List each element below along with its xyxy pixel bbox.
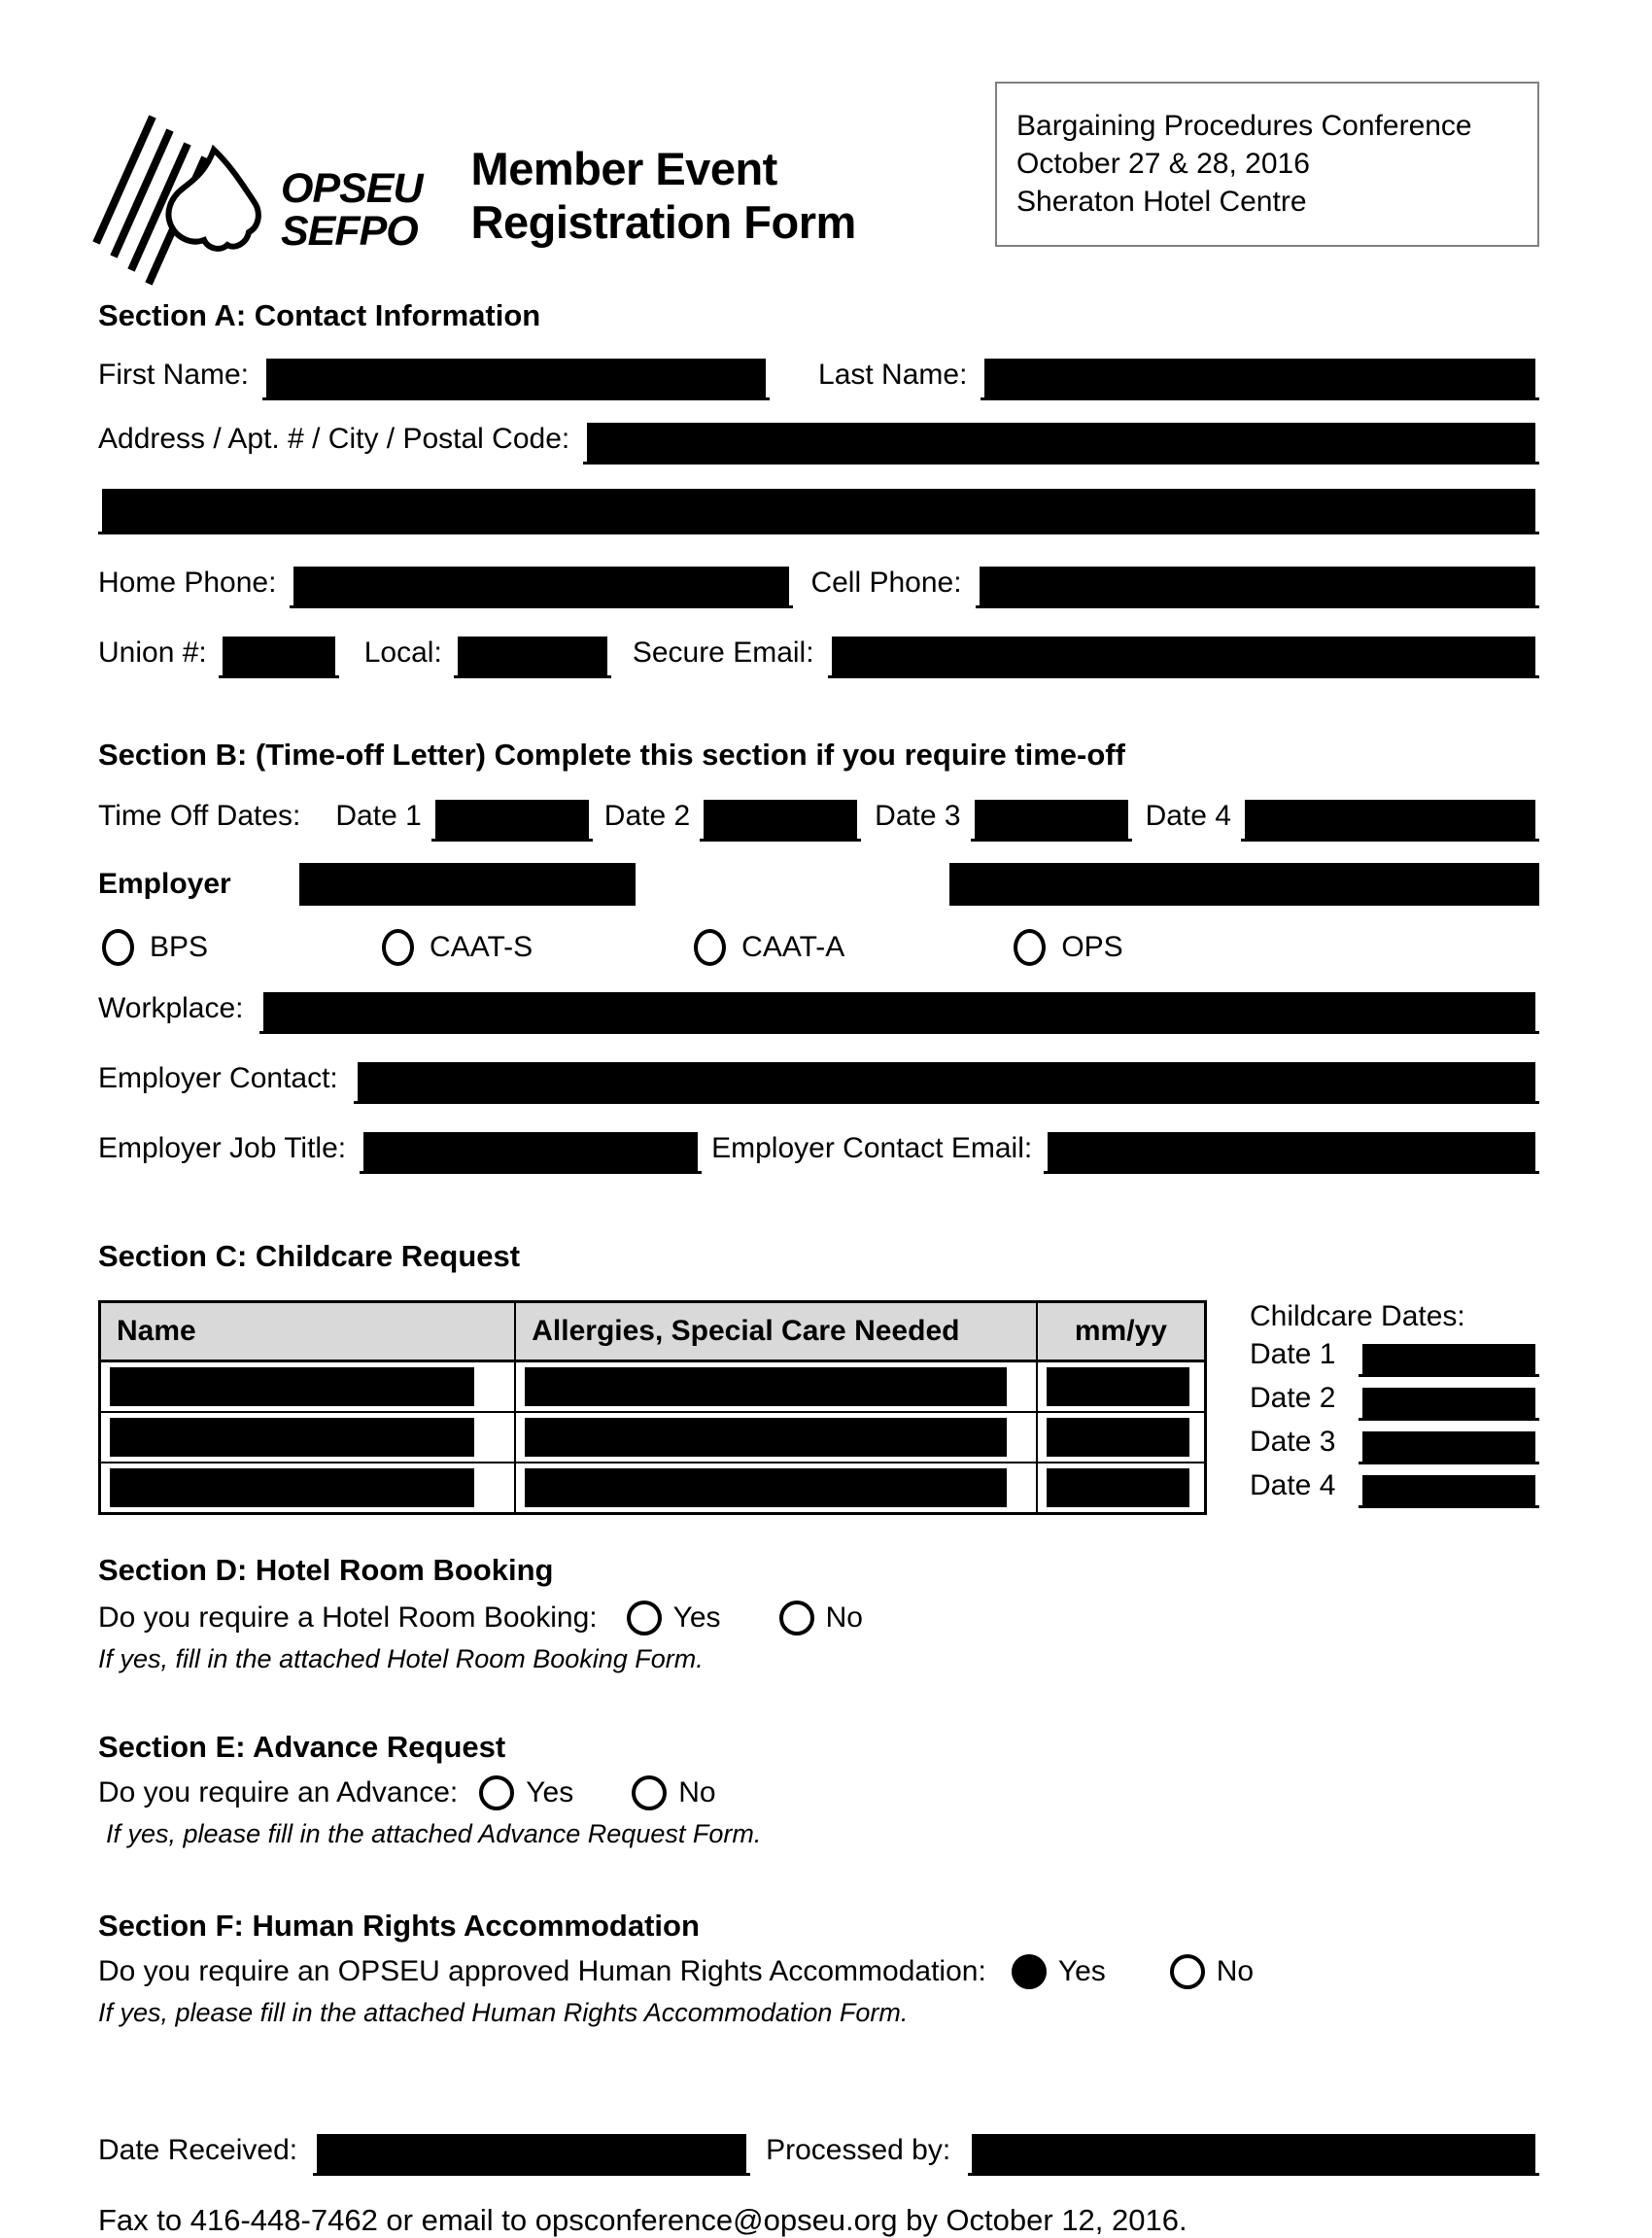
bps-label: BPS (150, 931, 209, 963)
workplace-row (98, 985, 1539, 1034)
employer-contact-row (98, 1055, 1539, 1104)
secure-email-redaction (832, 637, 1535, 675)
childcare-dates-label: Childcare Dates: (1250, 1300, 1465, 1332)
childcare-allergies-redaction (525, 1468, 1007, 1507)
hotel-booking-note: If yes, fill in the attached Hotel Room Booking Form. (98, 1644, 704, 1673)
childcare-allergies-redaction (525, 1367, 1007, 1406)
event-dates: October 27 & 28, 2016 (1016, 148, 1310, 180)
employer-contact-email-field[interactable] (1044, 1125, 1539, 1174)
first-name-field[interactable] (262, 352, 770, 400)
childcare-mmyy-cell[interactable] (1037, 1412, 1206, 1463)
advance-question-row (98, 1775, 1539, 1810)
childcare-date3-label: Date 3 (1250, 1426, 1336, 1458)
home-phone-redaction (293, 567, 789, 605)
hotel-booking-question-row (98, 1601, 1539, 1635)
childcare-table (98, 1300, 1207, 1515)
childcare-date4-field[interactable] (1359, 1469, 1539, 1508)
childcare-date2-field[interactable] (1359, 1382, 1539, 1421)
logo-line-sefpo: SEFPO (281, 208, 418, 255)
employer-type-ops[interactable] (1014, 929, 1122, 966)
childcare-date2-redaction (1362, 1388, 1535, 1418)
childcare-date1-redaction (1362, 1344, 1535, 1374)
childcare-allergies-cell[interactable] (515, 1412, 1037, 1463)
time-off-dates-label: Time Off Dates: (98, 800, 301, 832)
first-name-redaction (266, 359, 766, 397)
childcare-date1-label: Date 1 (1250, 1338, 1336, 1370)
date-received-redaction (317, 2134, 746, 2173)
childcare-mmyy-cell[interactable] (1037, 1463, 1206, 1514)
childcare-col-mmyy: mm/yy (1037, 1302, 1206, 1361)
phone-row (98, 560, 1539, 608)
caat-a-label: CAAT-A (741, 931, 845, 963)
hra-no-radio-icon[interactable] (1170, 1954, 1205, 1989)
hra-yes-radio-icon-selected[interactable] (1012, 1954, 1047, 1989)
page-title (471, 142, 856, 249)
employer-type-row (98, 929, 1539, 966)
advance-note: If yes, please fill in the attached Advance Request Form. (106, 1819, 762, 1848)
childcare-mmyy-cell[interactable] (1037, 1361, 1206, 1413)
employer-job-title-row (98, 1125, 1539, 1174)
hra-question: Do you require an OPSEU approved Human Rights Accommodation: (98, 1955, 986, 1987)
address-redaction-2 (102, 489, 1535, 532)
advance-question: Do you require an Advance: (98, 1776, 459, 1808)
employer-job-title-field[interactable] (360, 1125, 702, 1174)
childcare-row-1 (100, 1361, 1206, 1413)
employer-contact-email-label: Employer Contact Email: (711, 1132, 1033, 1164)
childcare-name-cell[interactable] (100, 1361, 516, 1413)
hra-question-row (98, 1954, 1539, 1989)
timeoff-date3-field[interactable] (971, 793, 1132, 842)
advance-yes-label: Yes (526, 1776, 574, 1808)
caat-s-label: CAAT-S (430, 931, 533, 963)
logo-line-opseu: OPSEU (281, 165, 423, 212)
employer-contact-field[interactable] (354, 1055, 1539, 1104)
union-row (98, 630, 1539, 678)
timeoff-date1-redaction (435, 800, 589, 839)
hotel-no-label: No (825, 1601, 863, 1634)
ops-label: OPS (1061, 931, 1123, 963)
cell-phone-redaction (980, 567, 1535, 605)
cell-phone-label: Cell Phone: (810, 567, 962, 599)
page-title-line1: Member Event (470, 143, 777, 194)
address-label: Address / Apt. # / City / Postal Code: (98, 423, 570, 455)
childcare-mmyy-redaction (1047, 1418, 1189, 1457)
hotel-yes-radio-icon[interactable] (627, 1601, 662, 1635)
timeoff-date2-label: Date 2 (603, 800, 691, 832)
employer-job-title-label: Employer Job Title: (98, 1132, 347, 1164)
hotel-yes-label: Yes (672, 1601, 721, 1634)
address-field[interactable] (583, 416, 1539, 465)
childcare-row-2 (100, 1412, 1206, 1463)
section-a-heading: Section A: Contact Information (98, 298, 541, 332)
timeoff-date3-label: Date 3 (875, 800, 961, 832)
home-phone-field[interactable] (290, 560, 793, 608)
bps-radio-icon[interactable] (102, 929, 134, 966)
address-row (98, 416, 1539, 465)
page-title-line2: Registration Form (470, 196, 856, 248)
form-header (98, 0, 1539, 253)
union-number-redaction (223, 637, 335, 675)
employer-type-caat-a[interactable] (694, 929, 844, 966)
timeoff-date4-redaction (1245, 800, 1535, 839)
last-name-redaction (984, 359, 1535, 397)
childcare-date2-row (1250, 1382, 1539, 1421)
childcare-name-redaction (110, 1418, 474, 1457)
timeoff-date2-field[interactable] (700, 793, 861, 842)
employer-label: Employer (98, 868, 231, 900)
section-e-heading: Section E: Advance Request (98, 1730, 506, 1764)
employer-redaction-2[interactable] (949, 863, 1539, 906)
hotel-no-radio-icon[interactable] (779, 1601, 814, 1635)
local-label: Local: (363, 637, 442, 669)
union-number-field[interactable] (219, 630, 339, 678)
processing-row (98, 2127, 1539, 2176)
childcare-date3-redaction (1362, 1431, 1535, 1462)
hra-no-label: No (1216, 1955, 1255, 1987)
name-row (98, 352, 1539, 400)
childcare-date4-row (1250, 1469, 1539, 1508)
cell-phone-field[interactable] (976, 560, 1539, 608)
employer-type-bps[interactable] (102, 929, 208, 966)
childcare-name-cell[interactable] (100, 1463, 516, 1514)
advance-no-label: No (678, 1776, 716, 1808)
childcare-col-name: Name (100, 1302, 516, 1361)
childcare-col-allergies: Allergies, Special Care Needed (515, 1302, 1037, 1361)
workplace-redaction (263, 992, 1535, 1031)
employer-contact-label: Employer Contact: (98, 1062, 338, 1094)
caat-s-radio-icon[interactable] (382, 929, 414, 966)
childcare-allergies-redaction (525, 1418, 1007, 1457)
event-info-box (995, 82, 1539, 247)
event-venue: Sheraton Hotel Centre (1016, 186, 1307, 218)
childcare-date3-field[interactable] (1359, 1426, 1539, 1464)
childcare-date1-field[interactable] (1359, 1338, 1539, 1377)
section-f-heading: Section F: Human Rights Accommodation (98, 1909, 700, 1943)
secure-email-label: Secure Email: (632, 637, 814, 669)
ops-radio-icon[interactable] (1014, 929, 1046, 966)
home-phone-label: Home Phone: (98, 567, 277, 599)
local-redaction (458, 637, 607, 675)
timeoff-date4-field[interactable] (1241, 793, 1539, 842)
fax-instruction: Fax to 416-448-7462 or email to opsconference@opseu.org by October 12, 2016. (98, 2203, 1187, 2237)
childcare-dates-block (1250, 1300, 1539, 1508)
processed-by-label: Processed by: (766, 2134, 951, 2166)
caat-a-radio-icon[interactable] (694, 929, 726, 966)
address-field-2[interactable] (98, 482, 1539, 534)
childcare-name-redaction (110, 1367, 474, 1406)
childcare-mmyy-redaction (1047, 1468, 1189, 1507)
address-redaction (587, 423, 1535, 462)
timeoff-date2-redaction (704, 800, 857, 839)
hotel-booking-question: Do you require a Hotel Room Booking: (98, 1601, 598, 1634)
first-name-label: First Name: (98, 359, 250, 391)
timeoff-date1-field[interactable] (431, 793, 593, 842)
time-off-dates-row (98, 793, 1539, 842)
childcare-row-3 (100, 1463, 1206, 1514)
employer-redaction-1[interactable] (299, 863, 636, 906)
childcare-allergies-cell[interactable] (515, 1463, 1037, 1514)
processed-by-redaction (972, 2134, 1535, 2173)
secure-email-field[interactable] (828, 630, 1539, 678)
section-c-heading: Section C: Childcare Request (98, 1239, 521, 1273)
date-received-label: Date Received: (98, 2134, 298, 2166)
opseu-trillium-icon (98, 113, 279, 253)
employer-job-title-redaction (363, 1132, 698, 1171)
employer-row (98, 863, 1539, 906)
childcare-date4-redaction (1362, 1475, 1535, 1505)
childcare-date2-label: Date 2 (1250, 1382, 1336, 1414)
childcare-allergies-cell[interactable] (515, 1361, 1037, 1413)
last-name-label: Last Name: (818, 359, 968, 391)
advance-yes-radio-icon[interactable] (479, 1775, 514, 1810)
processed-by-field[interactable] (968, 2127, 1539, 2176)
timeoff-date1-label: Date 1 (335, 800, 422, 832)
childcare-date1-row (1250, 1338, 1539, 1377)
advance-no-radio-icon[interactable] (632, 1775, 667, 1810)
last-name-field[interactable] (981, 352, 1539, 400)
section-b-heading: Section B: (Time-off Letter) Complete this section if you require time-off (98, 738, 1125, 772)
childcare-date3-row (1250, 1426, 1539, 1464)
workplace-label: Workplace: (98, 992, 244, 1024)
workplace-field[interactable] (259, 985, 1539, 1034)
employer-type-caat-s[interactable] (382, 929, 533, 966)
hra-note: If yes, please fill in the attached Human Rights Accommodation Form. (98, 1998, 909, 2027)
event-name: Bargaining Procedures Conference (1016, 110, 1472, 142)
local-field[interactable] (454, 630, 611, 678)
childcare-name-cell[interactable] (100, 1412, 516, 1463)
timeoff-date4-label: Date 4 (1145, 800, 1231, 832)
logo-wordmark (281, 167, 423, 253)
childcare-header-row (100, 1302, 1206, 1361)
opseu-logo (98, 113, 423, 253)
employer-contact-redaction (358, 1062, 1535, 1101)
address-row-2 (98, 482, 1539, 534)
childcare-date4-label: Date 4 (1250, 1469, 1336, 1501)
hra-yes-label: Yes (1057, 1955, 1106, 1987)
employer-contact-email-redaction (1048, 1132, 1535, 1171)
date-received-field[interactable] (313, 2127, 750, 2176)
childcare-mmyy-redaction (1047, 1367, 1189, 1406)
union-number-label: Union #: (98, 637, 207, 669)
childcare-name-redaction (110, 1468, 474, 1507)
timeoff-date3-redaction (975, 800, 1128, 839)
section-d-heading: Section D: Hotel Room Booking (98, 1553, 554, 1587)
